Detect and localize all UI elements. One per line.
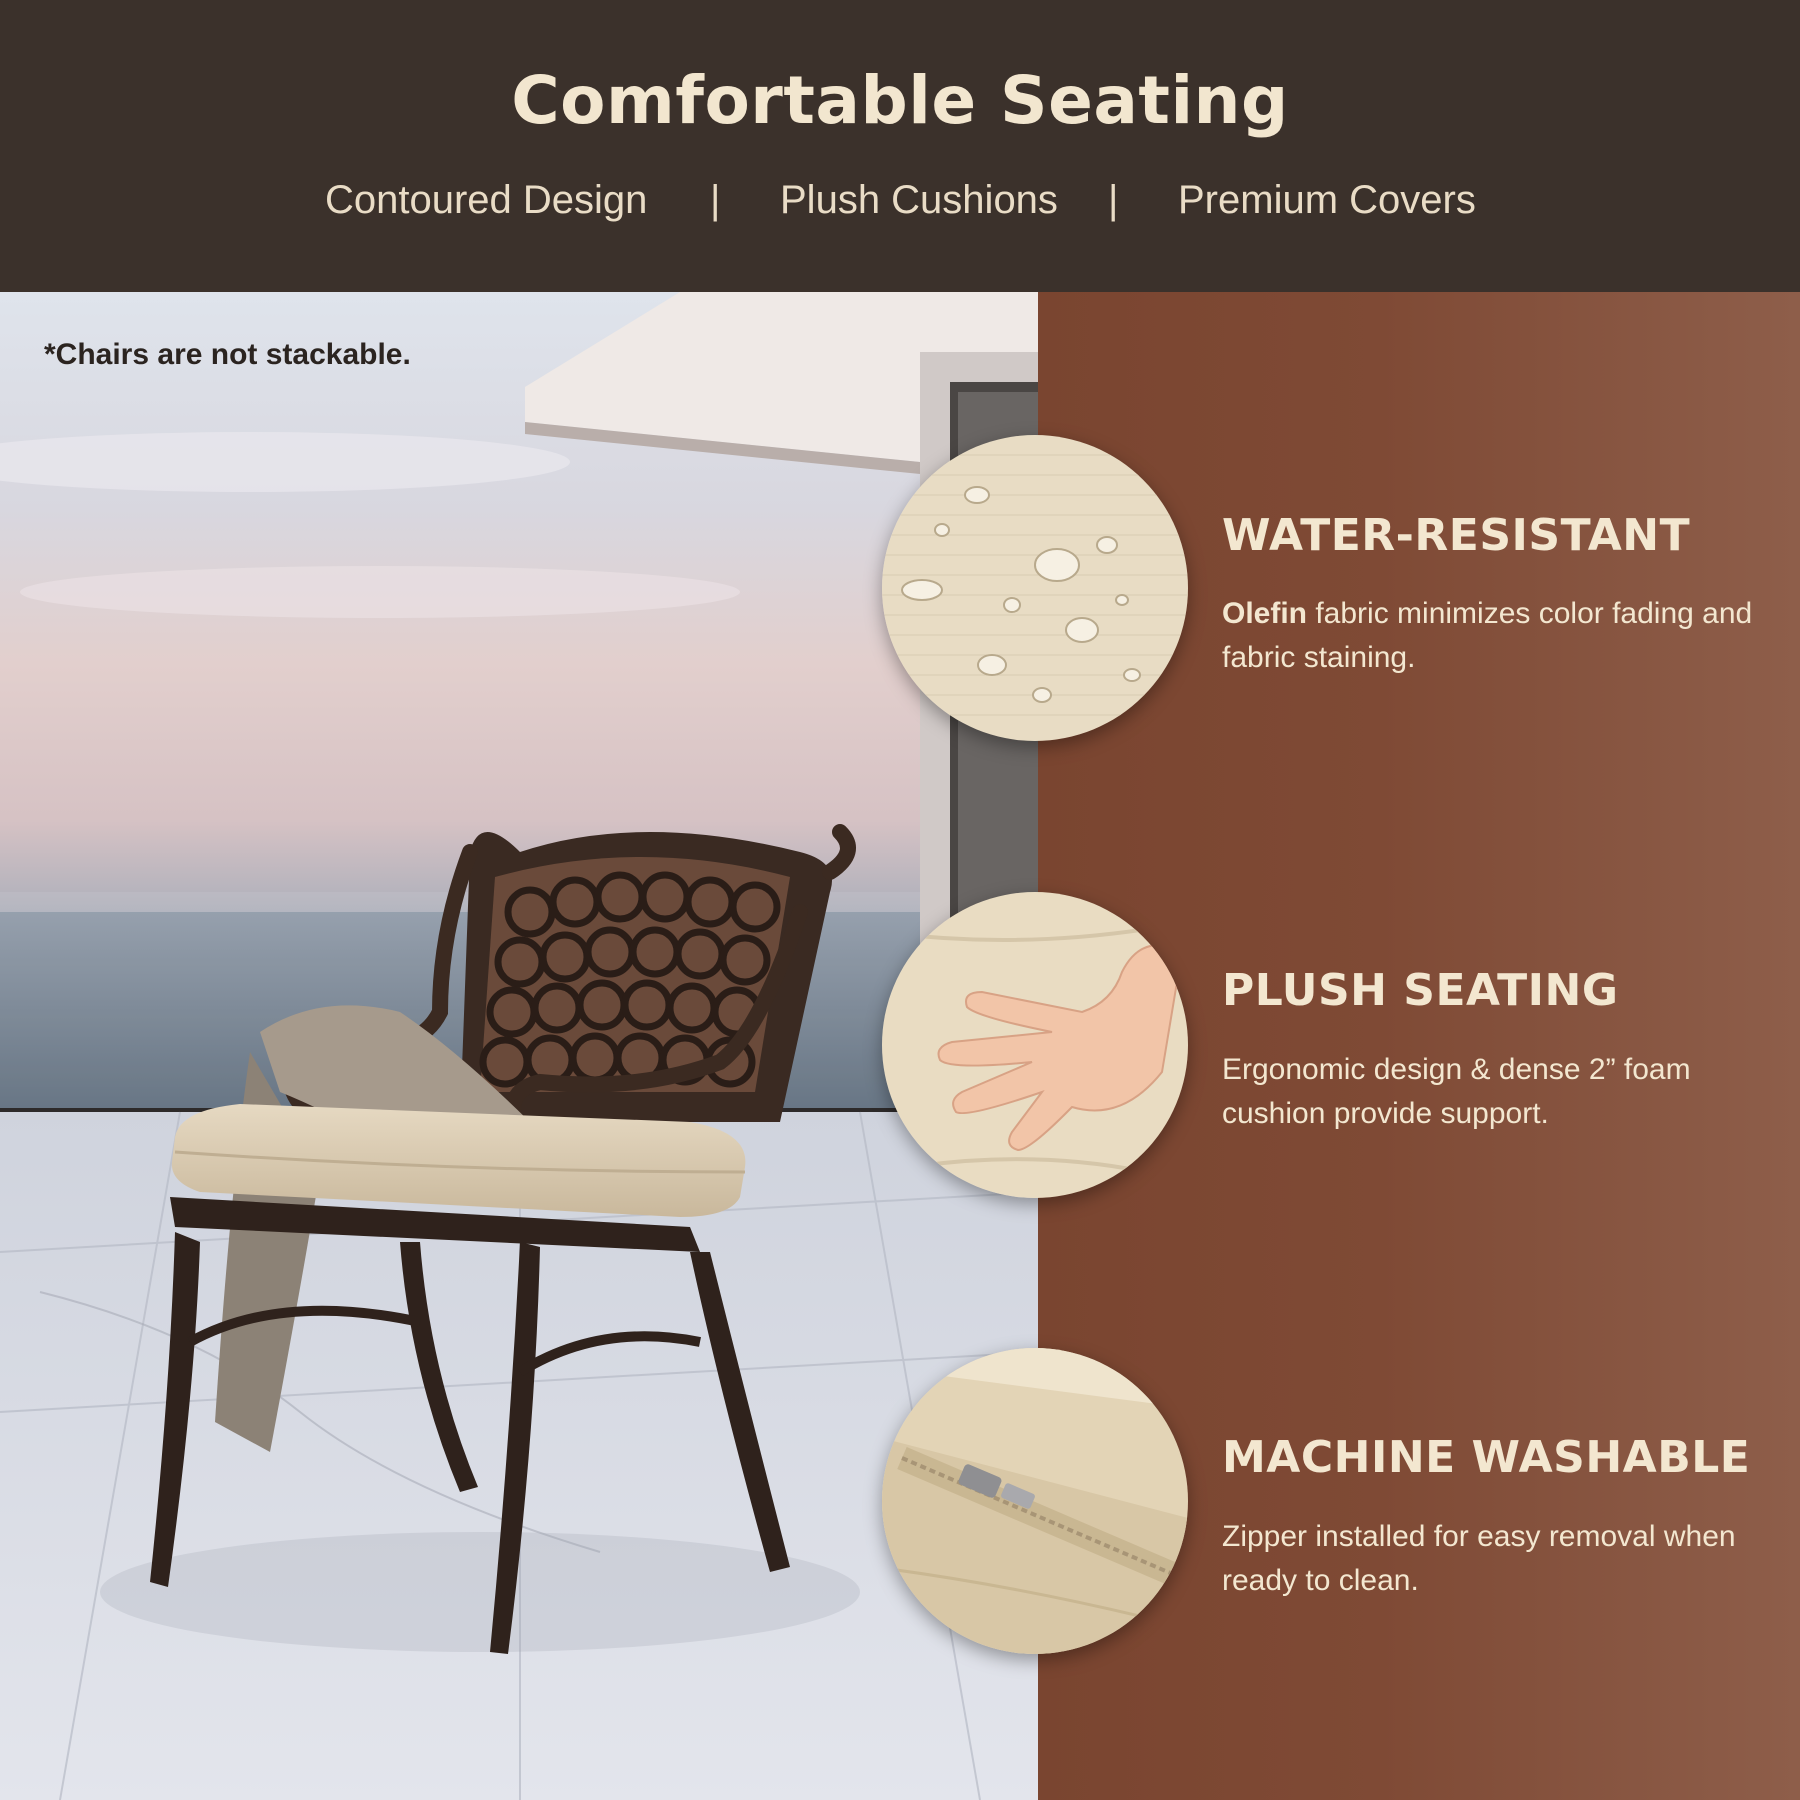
feature-title-plush-seating: PLUSH SEATING <box>1222 965 1619 1016</box>
subtitle-separator: | <box>1108 178 1119 222</box>
disclaimer-text: *Chairs are not stackable. <box>44 338 411 371</box>
subtitle-contoured-design: Contoured Design <box>325 178 648 222</box>
feature-title-machine-washable: MACHINE WASHABLE <box>1222 1432 1751 1483</box>
feature-title-water-resistant: WATER-RESISTANT <box>1222 510 1691 561</box>
water-droplets-fabric-icon <box>882 435 1188 741</box>
feature-desc-bold: Olefin <box>1222 597 1308 630</box>
hand-pressing-cushion-icon <box>882 892 1188 1198</box>
feature-desc-water-resistant <box>1222 592 1762 680</box>
zipper-cover-icon <box>882 1348 1188 1654</box>
header-band <box>0 0 1800 292</box>
feature-desc-machine-washable: Zipper installed for easy removal when ready to clean. <box>1222 1520 1736 1597</box>
subtitle-plush-cushions: Plush Cushions <box>780 178 1058 222</box>
subtitle-separator: | <box>710 178 721 222</box>
feature-desc-plush-seating: Ergonomic design & dense 2” foam cushion provide support. <box>1222 1053 1691 1130</box>
feature-desc-text: fabric minimizes color fading and fabric staining. <box>1222 597 1753 674</box>
page-title: Comfortable Seating <box>511 62 1289 139</box>
subtitle-premium-covers: Premium Covers <box>1178 178 1476 222</box>
